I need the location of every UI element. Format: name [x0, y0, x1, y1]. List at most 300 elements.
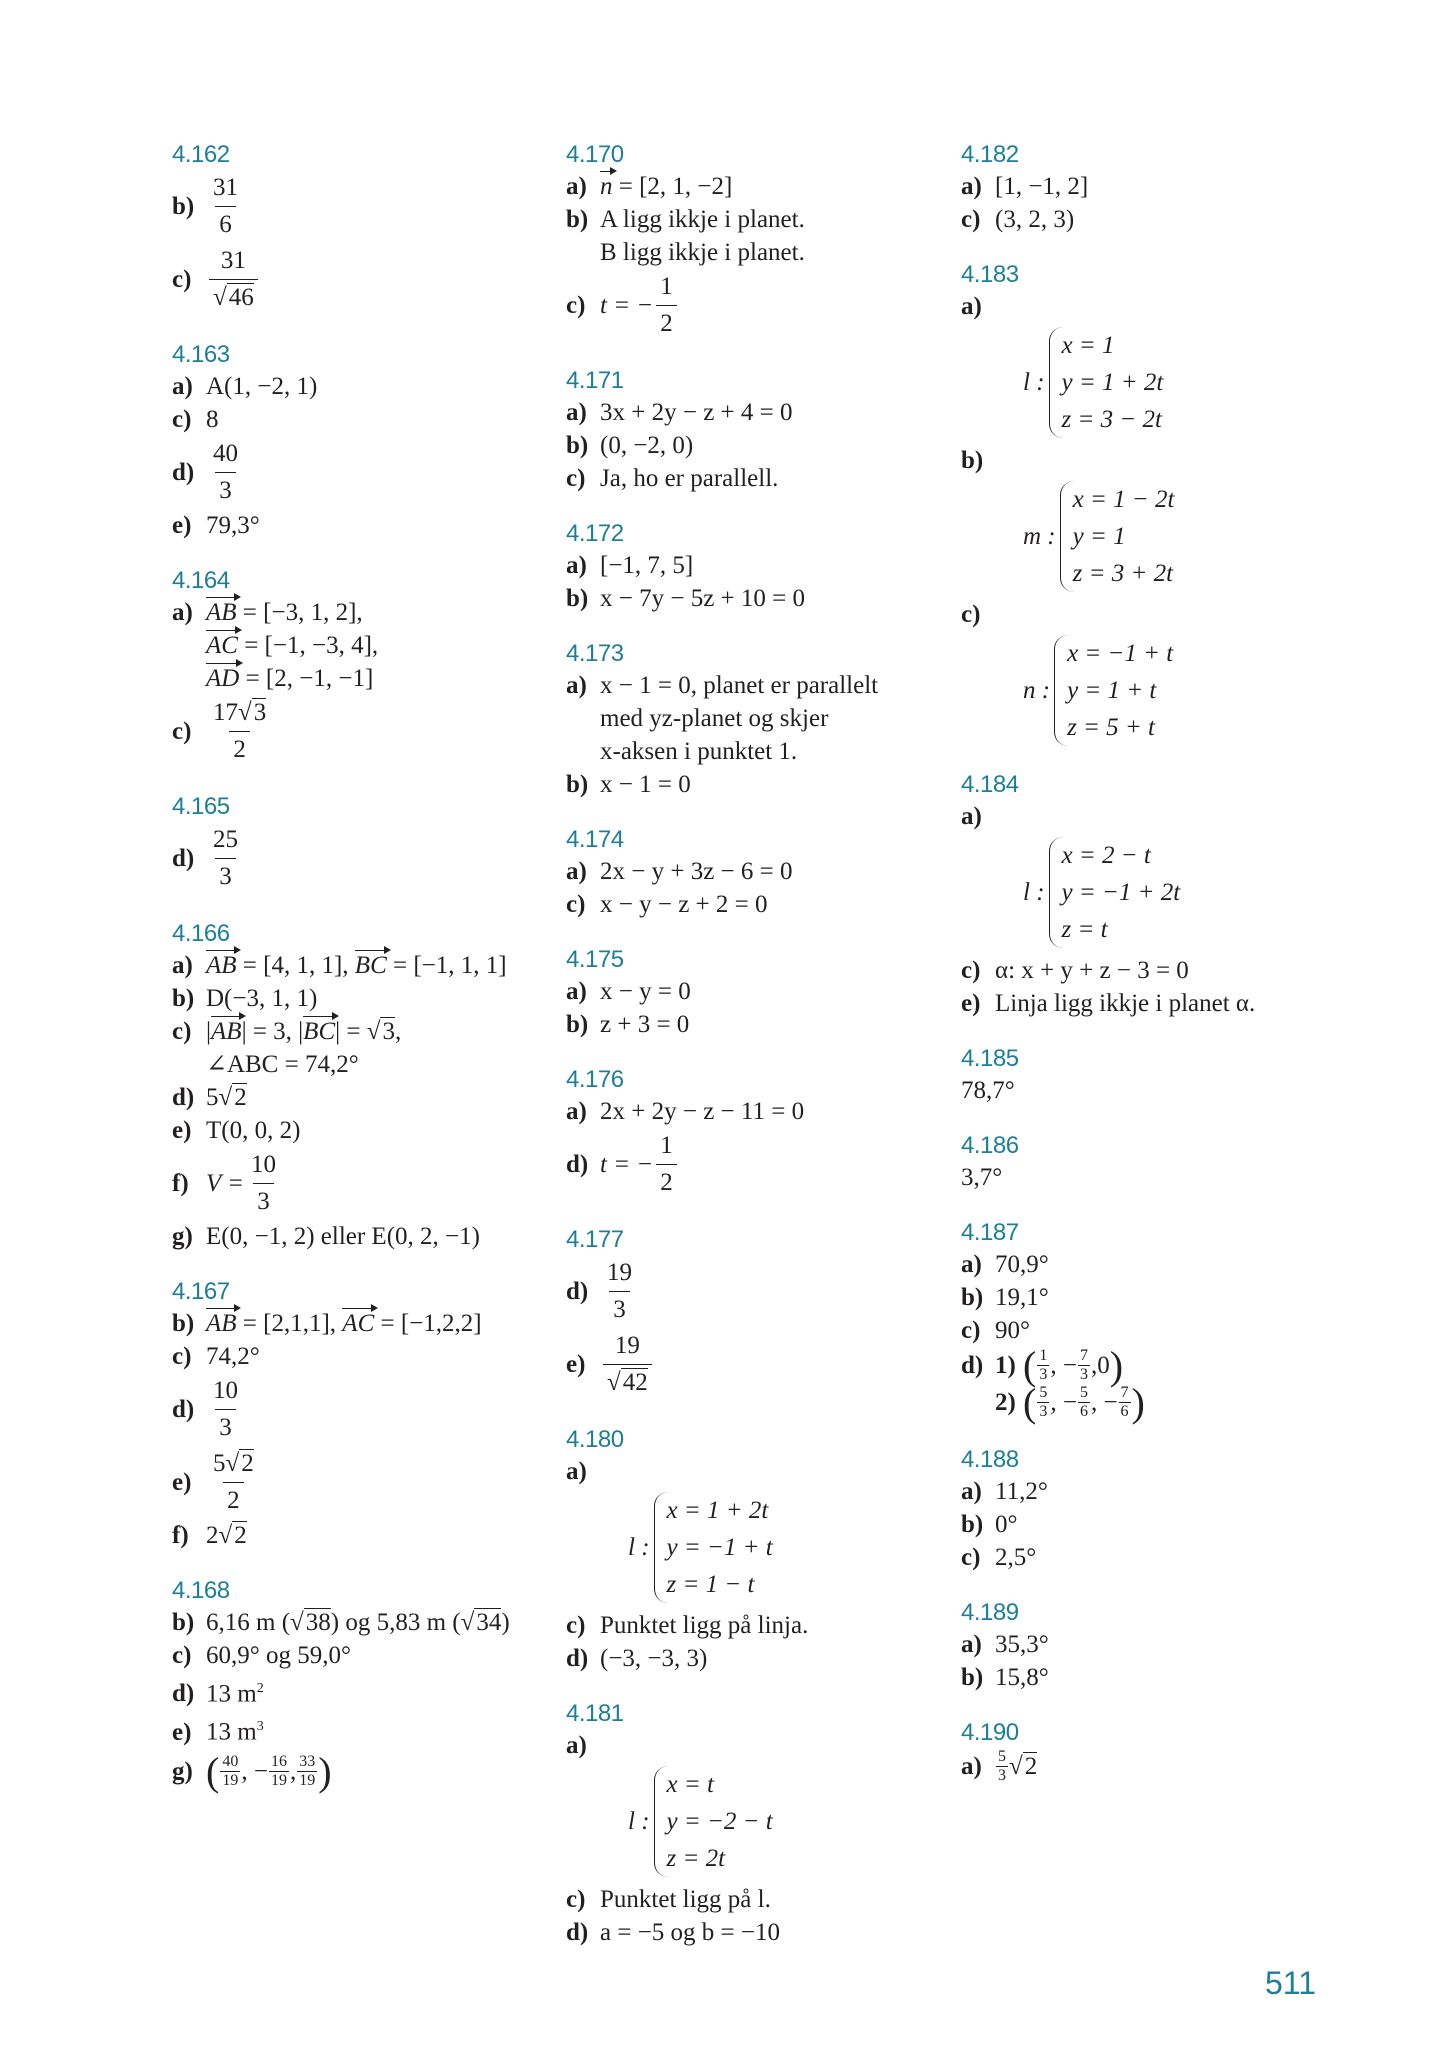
- sqrt-symbol: √2: [218, 1084, 247, 1111]
- sqrt-symbol: √2: [218, 1522, 247, 1549]
- answer-a: [566, 855, 946, 888]
- answer-label: b): [172, 1609, 195, 1636]
- equation: z = 5 + t: [1067, 714, 1155, 741]
- answer-label: g): [172, 1757, 193, 1785]
- answer-text: V =: [206, 1170, 244, 1197]
- answer-c: [566, 888, 946, 921]
- answer-label: d): [961, 1352, 984, 1379]
- numerator: [209, 1446, 258, 1482]
- problem-number: 4.181: [566, 1700, 624, 1727]
- numerator: 19: [614, 1332, 640, 1359]
- answer-text: med yz-planet og skjer: [600, 705, 829, 732]
- answer-label: c): [566, 465, 586, 492]
- sqrt-symbol: √46: [213, 284, 254, 311]
- page-number: 511: [1265, 1965, 1317, 2001]
- answer-text: x − 7y − 5z + 10 = 0: [600, 585, 805, 612]
- line-name: l :: [628, 1807, 650, 1835]
- problem-4-171: [566, 366, 946, 495]
- equation: z = 3 − 2t: [1061, 406, 1162, 433]
- denominator: 3: [253, 1183, 274, 1220]
- answer-text: [−1, 7, 5]: [600, 552, 694, 579]
- answer-label: a): [961, 1251, 982, 1278]
- separator: , −: [1090, 1389, 1118, 1416]
- sub-label: 1): [995, 1352, 1016, 1379]
- coefficient: 5: [213, 1450, 226, 1477]
- answer-text: z + 3 = 0: [600, 1011, 690, 1038]
- problem-4-173: [566, 639, 946, 801]
- equation: x = 1 + 2t: [666, 1497, 769, 1524]
- equation: y = −1 + t: [666, 1534, 773, 1561]
- answer-b: [961, 1508, 1341, 1541]
- brace: [1054, 635, 1173, 746]
- answer-b: [566, 768, 946, 801]
- numerator: 33: [299, 1752, 316, 1770]
- denominator: [603, 1364, 652, 1401]
- problem-4-182: [961, 140, 1341, 236]
- problem-4-162: [172, 140, 552, 316]
- vector: n: [600, 170, 613, 203]
- radicand: 34: [476, 1609, 502, 1636]
- answer-text: ) og 5,83 m (: [330, 1609, 461, 1636]
- answer-text: 0°: [995, 1511, 1018, 1538]
- answer-label: c): [172, 1018, 192, 1045]
- brace: [654, 1492, 773, 1603]
- small-fraction: [1078, 1347, 1090, 1384]
- left-paren: (: [206, 1748, 220, 1794]
- answer-label: b): [566, 585, 589, 612]
- equation: x = 1: [1061, 332, 1115, 359]
- answer-label: d): [172, 1680, 195, 1708]
- answer-label: a): [566, 1458, 587, 1485]
- fraction: [209, 1446, 258, 1519]
- answer-b: [172, 1606, 552, 1639]
- numerator: 25: [213, 826, 238, 853]
- answer-text: 3x + 2y − z + 4 = 0: [600, 399, 793, 426]
- answer-label: d): [566, 1645, 589, 1672]
- numerator: 31: [220, 247, 246, 274]
- answer-text: 2,5°: [995, 1544, 1037, 1571]
- problem-number: 4.180: [566, 1426, 624, 1453]
- left-paren: (: [1023, 1380, 1037, 1425]
- answer-f: [172, 1519, 552, 1552]
- answer-d: [566, 1255, 946, 1328]
- denominator: 3: [1039, 1366, 1048, 1383]
- answer-text: 13 m: [206, 1718, 257, 1746]
- answer-a: [961, 170, 1341, 203]
- numerator: 1: [660, 273, 673, 300]
- problem-4-175: [566, 945, 946, 1041]
- answer-text: x-aksen i punktet 1.: [600, 738, 798, 765]
- answer-a: [566, 1095, 946, 1128]
- answer-b: [566, 429, 946, 462]
- problem-4-190: [961, 1718, 1341, 1785]
- answer-text: 2x − y + 3z − 6 = 0: [600, 858, 793, 885]
- equation: y = 1 + t: [1067, 677, 1157, 704]
- answer-a: [566, 1455, 946, 1488]
- coefficient: 2: [206, 1522, 219, 1549]
- denominator: 6: [215, 206, 236, 243]
- separator: , −: [1050, 1389, 1077, 1416]
- answer-e: [172, 1710, 552, 1748]
- vector: AB: [206, 949, 237, 982]
- small-fraction: [1078, 1384, 1090, 1421]
- problem-number: 4.168: [172, 1577, 230, 1604]
- problem-number: 4.190: [961, 1719, 1019, 1746]
- sub-label: 2): [995, 1389, 1016, 1416]
- sqrt-symbol: √42: [607, 1369, 648, 1396]
- answer-text: 0: [1097, 1352, 1110, 1379]
- numerator: 1: [1039, 1347, 1048, 1364]
- answer-label: a): [172, 952, 193, 979]
- radicand: 42: [622, 1369, 648, 1396]
- sqrt-symbol: √38: [290, 1609, 331, 1636]
- answer-label: a): [961, 1753, 982, 1780]
- small-fraction: [996, 1748, 1008, 1785]
- answer-label: c): [172, 266, 192, 293]
- answer-label: c): [961, 957, 981, 984]
- answer-a: [961, 800, 1341, 833]
- answer-text: x − y − z + 2 = 0: [600, 891, 768, 918]
- denominator: 2: [223, 1482, 244, 1519]
- fraction: [603, 1328, 652, 1401]
- vector: AB: [206, 1307, 237, 1340]
- brace: [1049, 327, 1164, 438]
- denominator: 3: [1039, 1403, 1048, 1420]
- numerator: 5: [1079, 1384, 1088, 1401]
- problem-number: 4.174: [566, 826, 624, 853]
- answer-d: [172, 1373, 552, 1446]
- answer-e: [566, 1328, 946, 1401]
- separator: ,: [289, 1757, 297, 1785]
- answer-label: d): [172, 1396, 195, 1423]
- problem-4-163: [172, 340, 552, 542]
- answer-text: T(0, 0, 2): [206, 1117, 301, 1144]
- answer-b: [172, 1307, 552, 1340]
- denominator: 6: [1079, 1403, 1088, 1420]
- answer-text: t = −: [600, 292, 654, 319]
- problem-number: 4.182: [961, 141, 1019, 168]
- answer-text: = [2,1,1],: [236, 1310, 343, 1337]
- vector: AD: [206, 662, 239, 695]
- answer-d: [566, 1128, 946, 1201]
- vector: BC: [303, 1015, 335, 1048]
- answer-label: a): [566, 1732, 587, 1759]
- equation: z = 1 − t: [666, 1571, 755, 1598]
- answer-a: [961, 290, 1341, 323]
- answer-a: [566, 396, 946, 429]
- right-paren: ): [318, 1748, 332, 1794]
- answer-a: [961, 1628, 1341, 1661]
- answer-text: = [−1, 1, 1]: [386, 952, 507, 979]
- problem-4-170: [566, 140, 946, 342]
- answer-label: d): [566, 1151, 589, 1178]
- answer-text: (3, 2, 3): [995, 206, 1075, 233]
- vector: BC: [355, 949, 387, 982]
- equation: y = −2 − t: [666, 1808, 773, 1835]
- radicand: 2: [1024, 1753, 1038, 1780]
- answer-text: x − y = 0: [600, 978, 691, 1005]
- problem-4-168: [172, 1576, 552, 1794]
- fraction: [209, 822, 242, 895]
- answer-label: d): [172, 459, 195, 486]
- answer-text: = [−1, −3, 4],: [237, 632, 379, 659]
- problem-number: 4.165: [172, 793, 230, 820]
- small-fraction: [1037, 1347, 1049, 1384]
- answer-b: [566, 1008, 946, 1041]
- answer-label: c): [172, 1343, 192, 1370]
- separator: ,: [1090, 1352, 1098, 1379]
- answer-label: c): [566, 1612, 586, 1639]
- answer-label: a): [566, 399, 587, 426]
- answer-label: a): [566, 858, 587, 885]
- problem-number: 4.185: [961, 1045, 1019, 1072]
- answer-label: b): [961, 1284, 984, 1311]
- answer-label: c): [172, 718, 192, 745]
- line-name: l :: [628, 1533, 650, 1561]
- answer-label: f): [172, 1522, 189, 1549]
- answer-text: = [4, 1, 1],: [236, 952, 355, 979]
- answer-c: [566, 1609, 946, 1642]
- answer-c-cont: [172, 1048, 552, 1081]
- problem-number: 4.177: [566, 1226, 624, 1253]
- problem-number: 4.163: [172, 341, 230, 368]
- answer-text: (−3, −3, 3): [600, 1645, 708, 1672]
- line-name: l :: [1023, 368, 1045, 396]
- answer: 3,7°: [961, 1164, 1003, 1191]
- small-fraction: [297, 1753, 317, 1790]
- answer-label: e): [961, 990, 981, 1017]
- numerator: 10: [250, 1151, 276, 1178]
- column-1: [172, 140, 552, 1814]
- answer-a: [172, 596, 552, 629]
- answer-e: [961, 987, 1341, 1020]
- problem-4-183: [961, 260, 1341, 746]
- exponent: 3: [256, 1719, 264, 1735]
- denominator: 6: [1120, 1403, 1129, 1420]
- answer-label: c): [566, 1886, 586, 1913]
- problem-number: 4.170: [566, 141, 624, 168]
- answer-e: [172, 1446, 552, 1519]
- numerator: 10: [213, 1377, 238, 1404]
- problem-number: 4.186: [961, 1132, 1019, 1159]
- equation-system: [961, 327, 1341, 438]
- answer-text: x − 1 = 0, planet er parallelt: [600, 672, 879, 699]
- answer-label: a): [566, 978, 587, 1005]
- sqrt-symbol: √3: [366, 1018, 395, 1045]
- problem-4-186: [961, 1131, 1341, 1194]
- answer-c: [172, 403, 552, 436]
- denominator: 3: [1079, 1366, 1088, 1383]
- problem-4-177: [566, 1225, 946, 1401]
- answer-c: [961, 1541, 1341, 1574]
- answer-text: a = −5 og b = −10: [600, 1919, 780, 1946]
- answer-text: = [2, −1, −1]: [239, 665, 374, 692]
- numerator: 40: [222, 1752, 239, 1770]
- sqrt-symbol: √2: [1009, 1753, 1038, 1780]
- answer-a: [566, 549, 946, 582]
- answer-text: [1, −1, 2]: [995, 173, 1089, 200]
- radicand: 46: [228, 284, 254, 311]
- exponent: 2: [256, 1681, 264, 1696]
- equation: y = 1 + 2t: [1061, 369, 1164, 396]
- equation-system: [566, 1492, 946, 1603]
- answer-text: 15,8°: [995, 1664, 1049, 1691]
- equation: x = t: [666, 1771, 714, 1798]
- column-3: [961, 140, 1341, 1809]
- small-fraction: [1037, 1384, 1049, 1421]
- line-name: m :: [1023, 522, 1056, 550]
- problem-number: 4.171: [566, 367, 624, 394]
- fraction: [656, 269, 677, 342]
- small-fraction: [220, 1753, 240, 1790]
- numerator: 16: [270, 1752, 287, 1770]
- problem-number: 4.164: [172, 567, 230, 594]
- numerator: 7: [1079, 1347, 1088, 1364]
- problem-4-167: [172, 1277, 552, 1552]
- numerator: [209, 695, 270, 731]
- equation-system: [961, 481, 1341, 592]
- numerator: 5: [1039, 1384, 1048, 1401]
- numerator: 31: [213, 174, 238, 201]
- answer-text: ): [501, 1609, 510, 1636]
- answer-c: [961, 1314, 1341, 1347]
- answer-text: 60,9° og 59,0°: [206, 1642, 351, 1669]
- right-paren: ): [1109, 1343, 1124, 1388]
- sqrt-symbol: √3: [238, 699, 267, 726]
- answer-label: a): [961, 173, 982, 200]
- answer-b: [961, 1661, 1341, 1694]
- answer-label: b): [961, 447, 984, 474]
- answer-text: 90°: [995, 1317, 1030, 1344]
- problem-4-174: [566, 825, 946, 921]
- answer-text: 70,9°: [995, 1251, 1049, 1278]
- problem-4-187: [961, 1218, 1341, 1425]
- answer-label: b): [566, 771, 589, 798]
- answer-text: ∠ABC = 74,2°: [206, 1051, 359, 1078]
- problem-4-165: [172, 792, 552, 895]
- numerator: 7: [1120, 1384, 1129, 1401]
- answer-b: [172, 982, 552, 1015]
- answer-text: 79,3°: [206, 512, 260, 539]
- answer-label: a): [566, 552, 587, 579]
- fraction: [209, 1373, 242, 1446]
- problem-number: 4.187: [961, 1219, 1019, 1246]
- coefficient: 5: [206, 1084, 219, 1111]
- brace: [1060, 481, 1175, 592]
- answer-label: c): [172, 406, 192, 433]
- denominator: 3: [998, 1767, 1006, 1784]
- answer-label: a): [172, 373, 193, 400]
- answer-label: d): [172, 1084, 195, 1111]
- answer-e: [172, 509, 552, 542]
- answer-text: E(0, −1, 2) eller E(0, 2, −1): [206, 1223, 480, 1250]
- equation-system: [961, 837, 1341, 948]
- problem-4-181: [566, 1699, 946, 1949]
- problem-number: 4.189: [961, 1599, 1019, 1626]
- fraction: [209, 436, 242, 509]
- numerator: 40: [213, 440, 238, 467]
- problem-number: 4.184: [961, 771, 1019, 798]
- answer-a: [566, 975, 946, 1008]
- problem-number: 4.166: [172, 920, 230, 947]
- answer-label: d): [566, 1278, 589, 1305]
- answer-label: c): [566, 292, 586, 319]
- answer-label: b): [172, 985, 195, 1012]
- answer-d: [172, 1081, 552, 1114]
- answer-b: [566, 203, 946, 236]
- problem-4-164: [172, 566, 552, 768]
- answer-d: [172, 1672, 552, 1710]
- line-name: n :: [1023, 676, 1051, 704]
- answer-text: α: x + y + z − 3 = 0: [995, 957, 1189, 984]
- answer-label: a): [566, 672, 587, 699]
- answer-text: Punktet ligg på linja.: [600, 1612, 809, 1639]
- answer-label: a): [172, 599, 193, 626]
- answer-a-cont: [172, 662, 552, 695]
- answer-text: | = 3, |: [241, 1018, 304, 1045]
- answer-d1: [961, 1343, 1341, 1388]
- coefficient: 17: [213, 699, 238, 726]
- radicand: 2: [241, 1450, 254, 1477]
- answer: 78,7°: [961, 1077, 1015, 1104]
- answer-label: b): [566, 206, 589, 233]
- equation: z = t: [1061, 916, 1108, 943]
- answer-c: [172, 1340, 552, 1373]
- answer-label: c): [172, 1642, 192, 1669]
- answer-text: Linja ligg ikkje i planet α.: [995, 990, 1256, 1017]
- answer-c: [172, 243, 552, 316]
- denominator: 2: [656, 1164, 677, 1201]
- answer-g: [172, 1748, 552, 1794]
- brace: [654, 1766, 773, 1877]
- separator: , −: [241, 1757, 268, 1785]
- answer-text: A ligg ikkje i planet.: [600, 206, 805, 233]
- problem-4-185: [961, 1044, 1341, 1107]
- problem-4-180: [566, 1425, 946, 1675]
- answer-b: [961, 444, 1341, 477]
- answer-label: b): [172, 193, 195, 220]
- answer-text: 11,2°: [995, 1478, 1048, 1505]
- answer-label: a): [566, 173, 587, 200]
- answer-a-cont: [566, 735, 946, 768]
- answer-a: [961, 1248, 1341, 1281]
- answer-text: = [−3, 1, 2],: [236, 599, 363, 626]
- answer-c: [172, 695, 552, 768]
- answer-label: d): [172, 845, 195, 872]
- answer-a: [172, 949, 552, 982]
- answer-c: [172, 1639, 552, 1672]
- small-fraction: [269, 1753, 289, 1790]
- answer-text: Ja, ho er parallell.: [600, 465, 779, 492]
- answer-label: e): [172, 1117, 192, 1144]
- answer-label: e): [172, 1469, 192, 1496]
- answer-text: (0, −2, 0): [600, 432, 694, 459]
- answer-label: a): [961, 1631, 982, 1658]
- small-fraction: [1119, 1384, 1131, 1421]
- answer-b: [961, 1281, 1341, 1314]
- answer-label: a): [961, 1478, 982, 1505]
- answer-label: b): [566, 1011, 589, 1038]
- answer-b-cont: [566, 236, 946, 269]
- denominator: 2: [656, 305, 677, 342]
- problem-4-189: [961, 1598, 1341, 1694]
- equation: z = 2t: [666, 1845, 726, 1872]
- denominator: 19: [299, 1771, 316, 1789]
- answer-label: c): [566, 891, 586, 918]
- answer-text: B ligg ikkje i planet.: [600, 239, 805, 266]
- answer-a: [566, 1729, 946, 1762]
- answer-c: [961, 598, 1341, 631]
